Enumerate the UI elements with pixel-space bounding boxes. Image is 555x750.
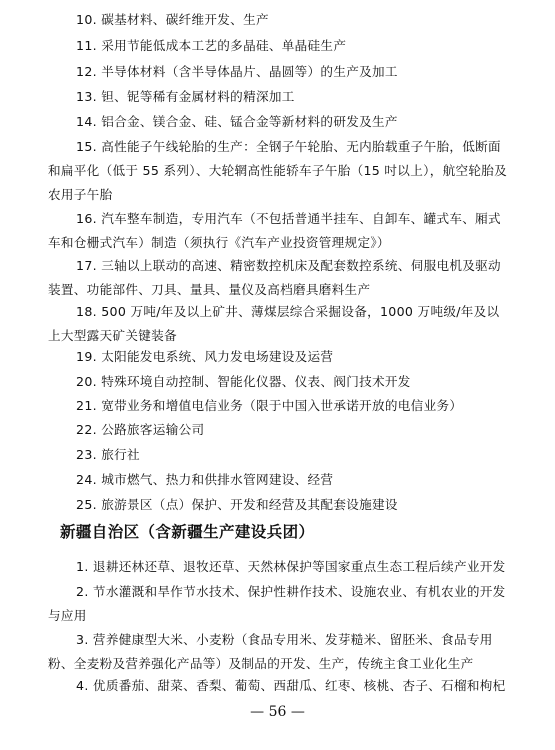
list-item: 20. 特殊环境自动控制、智能化仪器、仪表、阀门技术开发	[76, 374, 411, 389]
list-item: 18. 500 万吨/年及以上矿井、薄煤层综合采掘设备，1000 万吨级/年及以上大型露天矿关键装备	[48, 304, 500, 343]
list-item: 2. 节水灌溉和旱作节水技术、保护性耕作技术、设施农业、有机农业的开发与应用	[48, 584, 506, 623]
list-item: 3. 营养健康型大米、小麦粉（食品专用米、发芽糙米、留胚米、食品专用粉、全麦粉及营养强化产品等）及制品的开发、生产，传统主食工业化生产	[48, 632, 493, 671]
list-item: 17. 三轴以上联动的高速、精密数控机床及配套数控系统、伺服电机及驱动装置、功能部件、刀具、量具、量仪及高档磨具磨料生产	[48, 258, 501, 297]
list-item: 25. 旅游景区（点）保护、开发和经营及其配套设施建设	[76, 497, 398, 512]
section-heading: 新疆自治区（含新疆生产建设兵团）	[60, 523, 315, 541]
list-item: 15. 高性能子午线轮胎的生产：全钢子午轮胎、无内胎载重子午胎，低断面和扁平化（低于 55 系列）、大轮辋高性能轿车子午胎（15 吋以上），航空轮胎及农用子午胎	[48, 139, 508, 202]
list-item: 4. 优质番茄、甜菜、香梨、葡萄、西甜瓜、红枣、核桃、杏子、石榴和枸杞	[76, 678, 506, 693]
list-item: 1. 退耕还林还草、退牧还草、天然林保护等国家重点生态工程后续产业开发	[76, 559, 506, 574]
list-item: 24. 城市燃气、热力和供排水管网建设、经营	[76, 472, 334, 487]
list-item: 14. 铝合金、镁合金、硅、锰合金等新材料的研发及生产	[76, 114, 398, 129]
list-item: 16. 汽车整车制造，专用汽车（不包括普通半挂车、自卸车、罐式车、厢式车和仓栅式汽车）制造（须执行《汽车产业投资管理规定》）	[48, 211, 501, 250]
list-item: 11. 采用节能低成本工艺的多晶硅、单晶硅生产	[76, 38, 347, 53]
list-item: 23. 旅行社	[76, 447, 140, 462]
list-item: 13. 钽、铌等稀有金属材料的精深加工	[76, 89, 295, 104]
list-item: 22. 公路旅客运输公司	[76, 422, 205, 437]
list-item: 21. 宽带业务和增值电信业务（限于中国入世承诺开放的电信业务）	[76, 398, 463, 413]
list-item: 12. 半导体材料（含半导体晶片、晶圆等）的生产及加工	[76, 64, 398, 79]
page-number: — 56 —	[250, 704, 305, 720]
list-item: 10. 碳基材料、碳纤维开发、生产	[76, 12, 269, 27]
list-item: 19. 太阳能发电系统、风力发电场建设及运营	[76, 349, 334, 364]
